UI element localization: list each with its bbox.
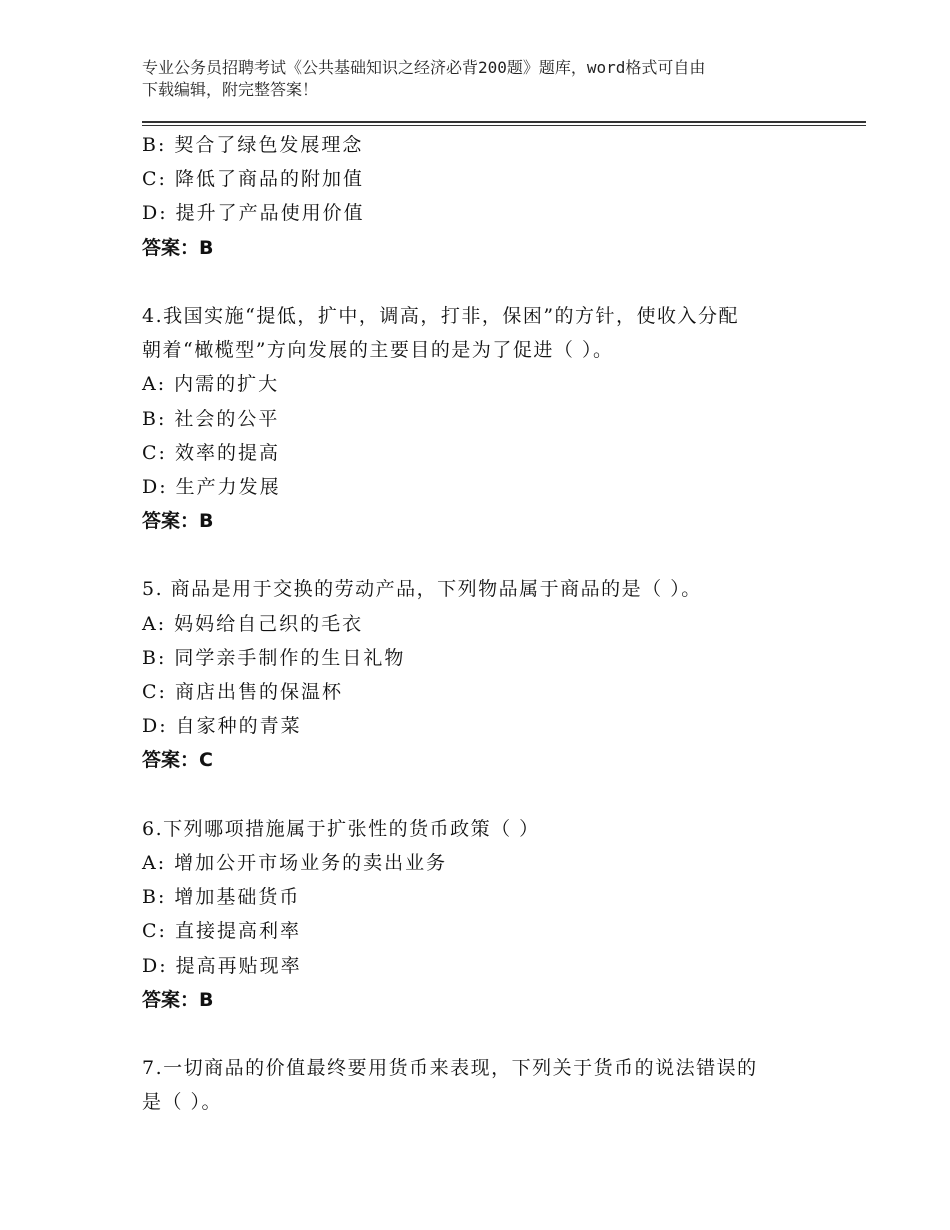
option-b: B: 社会的公平 bbox=[142, 407, 280, 430]
header-line-1: 专业公务员招聘考试《公共基础知识之经济必背200题》题库，word格式可自由 bbox=[142, 58, 706, 77]
option-a: A: 妈妈给自己织的毛衣 bbox=[142, 612, 364, 635]
option-a: A: 内需的扩大 bbox=[142, 373, 280, 396]
question-stem: 4.我国实施“提低，扩中，调高，打非，保困”的方针，使收入分配 bbox=[142, 304, 740, 327]
header-divider-thin bbox=[142, 125, 866, 126]
option-d: D: 自家种的青菜 bbox=[142, 715, 302, 738]
question-stem-cont: 是（ ）。 bbox=[142, 1091, 223, 1114]
answer: 答案：B bbox=[142, 510, 214, 533]
option-d: D: 生产力发展 bbox=[142, 475, 281, 498]
option-b: B: 同学亲手制作的生日礼物 bbox=[142, 646, 406, 669]
question-stem-cont: 朝着“橄榄型”方向发展的主要目的是为了促进（ ）。 bbox=[142, 339, 614, 362]
question-5 bbox=[142, 572, 842, 777]
question-stem: 6.下列哪项措施属于扩张性的货币政策（ ） bbox=[142, 817, 540, 840]
option-b: B: 增加基础货币 bbox=[142, 886, 301, 909]
question-stem: 5. 商品是用于交换的劳动产品，下列物品属于商品的是（ ）。 bbox=[142, 578, 702, 601]
question-4 bbox=[142, 299, 842, 538]
option-c: C: 降低了商品的附加值 bbox=[142, 168, 364, 191]
option-c: C: 直接提高利率 bbox=[142, 920, 301, 943]
option-b: B: 契合了绿色发展理念 bbox=[142, 134, 364, 156]
option-d: D: 提升了产品使用价值 bbox=[142, 202, 365, 225]
question-stem: 7.一切商品的价值最终要用货币来表现，下列关于货币的说法错误的 bbox=[142, 1057, 758, 1080]
answer: 答案：C bbox=[142, 749, 213, 772]
option-c: C: 商店出售的保温杯 bbox=[142, 681, 343, 703]
question-3 bbox=[142, 128, 842, 265]
option-c: C: 效率的提高 bbox=[142, 441, 280, 464]
question-7 bbox=[142, 1051, 842, 1119]
question-content bbox=[142, 128, 842, 1119]
option-a: A: 增加公开市场业务的卖出业务 bbox=[142, 851, 448, 874]
answer: 答案：B bbox=[142, 236, 214, 259]
answer: 答案：B bbox=[142, 988, 214, 1011]
header-divider bbox=[142, 121, 866, 123]
option-d: D: 提高再贴现率 bbox=[142, 954, 302, 977]
document-header bbox=[142, 57, 842, 101]
question-6 bbox=[142, 812, 842, 1017]
header-line-2: 下载编辑，附完整答案！ bbox=[142, 80, 319, 99]
